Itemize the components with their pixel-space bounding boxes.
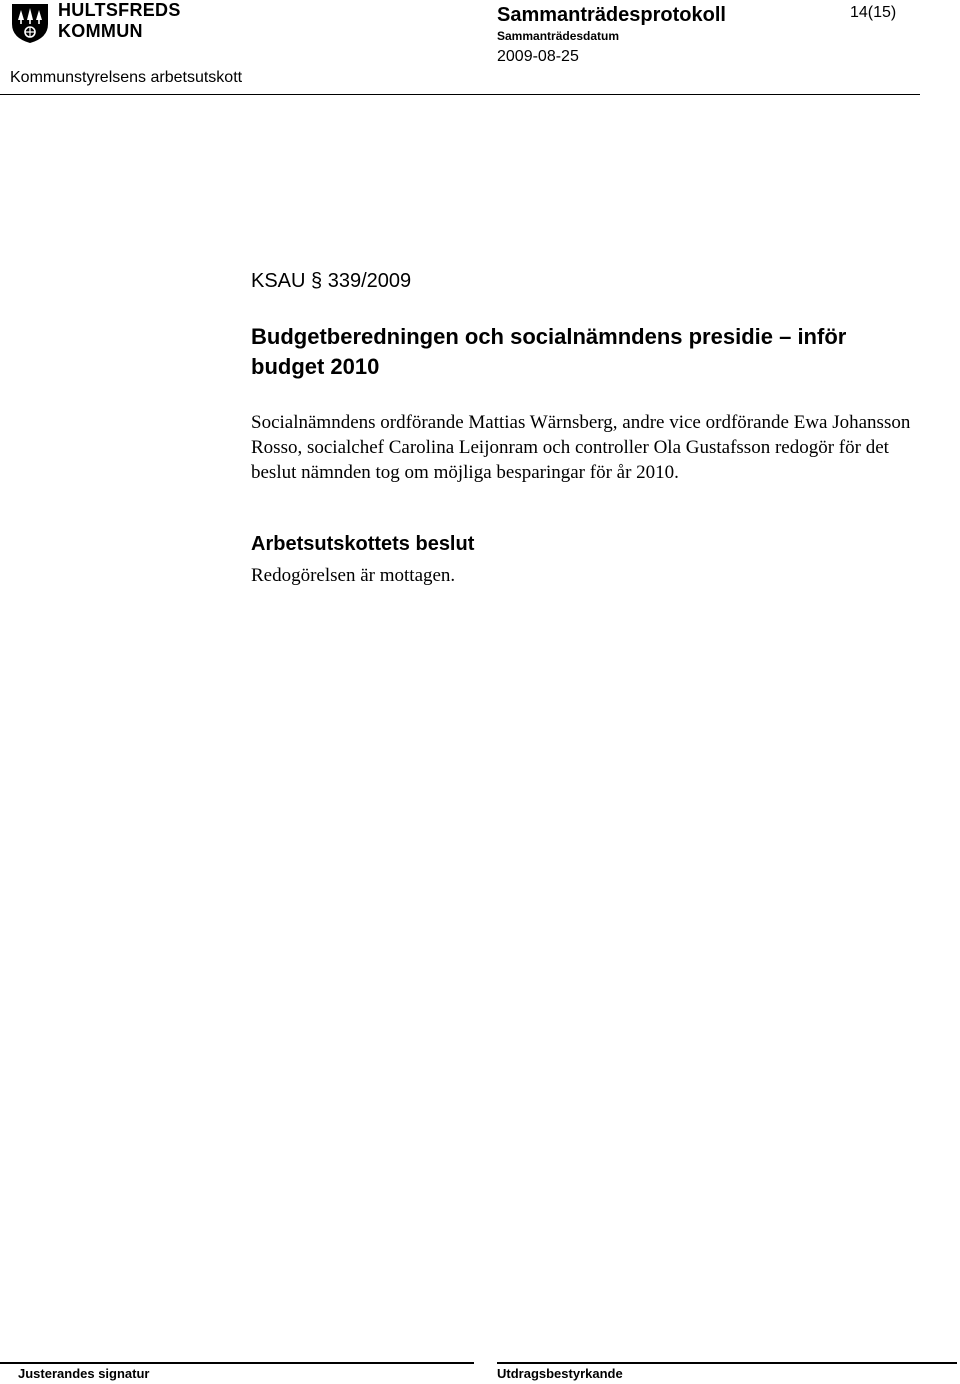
decision-heading: Arbetsutskottets beslut bbox=[251, 533, 475, 555]
document-title: Sammanträdesprotokoll bbox=[497, 4, 726, 26]
page-number: 14(15) bbox=[850, 4, 897, 21]
committee-name: Kommunstyrelsens arbetsutskott bbox=[10, 69, 243, 86]
signature-label: Justerandes signatur bbox=[18, 1366, 150, 1381]
meeting-date: 2009-08-25 bbox=[497, 48, 579, 65]
decision-text: Redogörelsen är mottagen. bbox=[251, 565, 456, 586]
case-reference: KSAU § 339/2009 bbox=[251, 270, 412, 292]
header-divider bbox=[0, 94, 920, 95]
logo-line-1: HULTSFREDS bbox=[58, 0, 181, 20]
certification-label: Utdragsbestyrkande bbox=[497, 1366, 623, 1381]
logo-wordmark bbox=[58, 0, 181, 42]
certification-line bbox=[497, 1362, 957, 1364]
logo-line-2: KOMMUN bbox=[58, 21, 143, 41]
item-heading: Budgetberedningen och socialnämndens presidie – inför budget 2010 bbox=[251, 324, 847, 379]
municipality-logo bbox=[10, 0, 190, 46]
item-paragraph: Socialnämndens ordförande Mattias Wärnsberg, andre vice ordförande Ewa Johansson Rosso, socialchef Carolina Leijonram och controller Ola Gustafsson redogör för det beslut nämnden tog om möjliga besparingar för år 2010. bbox=[251, 412, 911, 483]
meeting-date-label: Sammanträdesdatum bbox=[497, 29, 620, 43]
coat-of-arms-icon bbox=[10, 2, 50, 44]
signature-line bbox=[0, 1362, 474, 1364]
